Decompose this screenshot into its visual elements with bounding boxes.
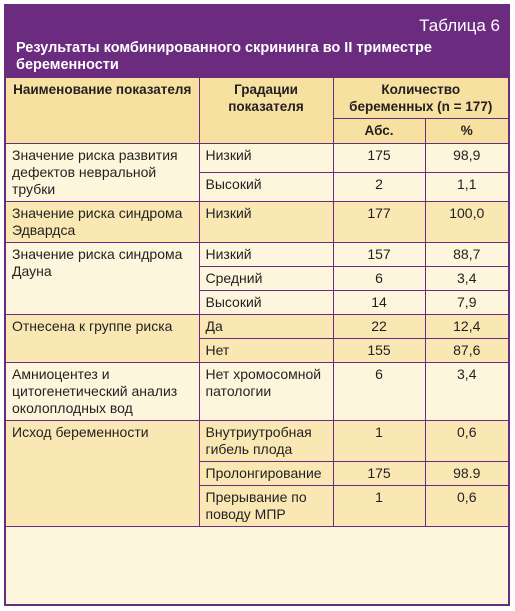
- count-abs: 1: [333, 486, 425, 527]
- count-percent: 100,0: [425, 202, 508, 243]
- indicator-grade: Низкий: [199, 144, 333, 173]
- col-header-pct: %: [425, 119, 508, 144]
- count-percent: 0,6: [425, 421, 508, 462]
- count-percent: 3,4: [425, 363, 508, 421]
- count-abs: 14: [333, 291, 425, 315]
- indicator-grade: Пролонгирование: [199, 462, 333, 486]
- table-body: [6, 144, 508, 527]
- table-number: Таблица 6: [419, 16, 500, 35]
- table-row: [6, 421, 508, 462]
- indicator-grade: Высокий: [199, 291, 333, 315]
- count-abs: 175: [333, 144, 425, 173]
- col-header-grade: Градации показателя: [199, 78, 333, 144]
- count-abs: 155: [333, 339, 425, 363]
- indicator-name: Амниоцентез и цитогенетический анализ околоплодных вод: [6, 363, 199, 421]
- indicator-grade: Низкий: [199, 243, 333, 267]
- count-abs: 175: [333, 462, 425, 486]
- indicator-name: Значение риска синдрома Дауна: [6, 243, 199, 315]
- indicator-grade: Высокий: [199, 173, 333, 202]
- indicator-name: Отнесена к группе риска: [6, 315, 199, 363]
- count-abs: 6: [333, 267, 425, 291]
- count-percent: 98,9: [425, 144, 508, 173]
- indicator-grade: Нет: [199, 339, 333, 363]
- count-percent: 98.9: [425, 462, 508, 486]
- indicator-name: Значение риска развития дефектов невральной трубки: [6, 144, 199, 202]
- indicator-grade: Прерывание по поводу МПР: [199, 486, 333, 527]
- count-percent: 1,1: [425, 173, 508, 202]
- col-header-name: Наименование показателя: [6, 78, 199, 144]
- count-percent: 88,7: [425, 243, 508, 267]
- indicator-name: Исход беременности: [6, 421, 199, 527]
- count-abs: 6: [333, 363, 425, 421]
- count-percent: 12,4: [425, 315, 508, 339]
- table-title: Результаты комбинированного скрининга во II триместре беременности: [16, 40, 432, 73]
- table-frame: [4, 4, 510, 606]
- table-row: [6, 202, 508, 243]
- col-header-count: Количество беременных (n = 177): [333, 78, 508, 119]
- data-table: [6, 78, 508, 527]
- indicator-grade: Средний: [199, 267, 333, 291]
- count-abs: 1: [333, 421, 425, 462]
- indicator-grade: Низкий: [199, 202, 333, 243]
- count-abs: 157: [333, 243, 425, 267]
- table-header: [6, 6, 508, 78]
- count-percent: 3,4: [425, 267, 508, 291]
- count-abs: 177: [333, 202, 425, 243]
- count-percent: 87,6: [425, 339, 508, 363]
- table-row: [6, 144, 508, 173]
- count-percent: 7,9: [425, 291, 508, 315]
- indicator-name: Значение риска синдрома Эдвардса: [6, 202, 199, 243]
- table-row: [6, 315, 508, 339]
- indicator-grade: Да: [199, 315, 333, 339]
- table-row: [6, 363, 508, 421]
- count-abs: 2: [333, 173, 425, 202]
- indicator-grade: Внутриутробная гибель плода: [199, 421, 333, 462]
- table-row: [6, 243, 508, 267]
- count-percent: 0,6: [425, 486, 508, 527]
- count-abs: 22: [333, 315, 425, 339]
- col-header-abs: Абс.: [333, 119, 425, 144]
- indicator-grade: Нет хромосомной патологии: [199, 363, 333, 421]
